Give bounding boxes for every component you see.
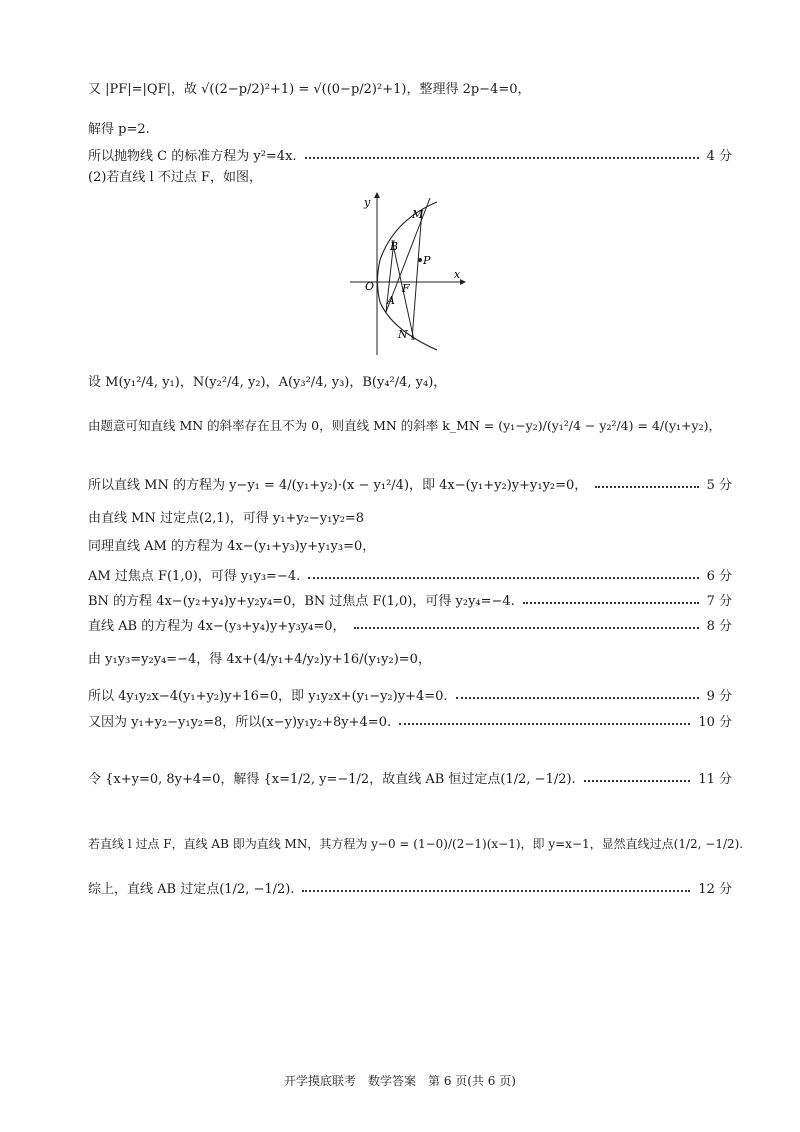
text-line-15: 又因为 y₁+y₂−y₁y₂=8，所以(x−y)y₁y₂+8y+4=0. <box>88 715 392 730</box>
scored-line-7 <box>88 474 732 493</box>
page-footer: 开学摸底联考 数学答案 第 6 页(共 6 页) <box>284 1074 516 1088</box>
text-line-14: 所以 4y₁y₂x−4(y₁+y₂)y+16=0，即 y₁y₂x+(y₁−y₂)y+4=0. <box>88 689 448 704</box>
label-F: F <box>402 282 410 295</box>
line-MN <box>412 210 422 340</box>
score-7: 7 分 <box>706 594 732 609</box>
point-P <box>418 258 422 262</box>
text-line-13: 由 y₁y₃=y₂y₄=−4，得 4x+(4/y₁+4/y₂)y+16/(y₁y₂)=0， <box>88 652 431 667</box>
text-line-11: BN 的方程 4x−(y₂+y₄)y+y₂y₄=0，BN 过焦点 F(1,0)，可得 y₂y₄=−4. <box>88 594 515 609</box>
text-line-17: 若直线 l 过点 F，直线 AB 即为直线 MN，其方程为 y−0 = (1−0)/(2−1)(x−1)，即 y=x−1，显然直线过点(1/2, −1/2). <box>88 837 744 851</box>
scored-line-3 <box>88 145 732 164</box>
scored-line-15 <box>88 711 732 730</box>
label-y: y <box>364 196 371 209</box>
dot-leader <box>456 697 699 699</box>
score-5: 5 分 <box>706 478 732 493</box>
score-11: 11 分 <box>698 772 732 787</box>
score-12: 12 分 <box>698 882 732 897</box>
text-line-3: 所以抛物线 C 的标准方程为 y²=4x. <box>88 149 297 164</box>
text-line-18: 综上，直线 AB 过定点(1/2, −1/2). <box>88 882 295 897</box>
score-6: 6 分 <box>706 569 732 584</box>
score-10: 10 分 <box>698 715 732 730</box>
score-9: 9 分 <box>706 689 732 704</box>
label-N: N <box>398 328 408 341</box>
text-line-2: 解得 p=2. <box>88 122 150 137</box>
text-line-5: 设 M(y₁²/4, y₁)，N(y₂²/4, y₂)，A(y₃²/4, y₃)，B(y₄²/4, y₄)， <box>88 375 447 390</box>
scored-line-12 <box>88 615 732 634</box>
scored-line-14 <box>88 685 732 704</box>
text-line-8: 由直线 MN 过定点(2,1)，可得 y₁+y₂−y₁y₂=8 <box>88 511 365 526</box>
text-line-9: 同理直线 AM 的方程为 4x−(y₁+y₃)y+y₁y₃=0， <box>88 539 376 554</box>
text-line-6: 由题意可知直线 MN 的斜率存在且不为 0，则直线 MN 的斜率 k_MN = (y₁−y₂)/(y₁²/4 − y₂²/4) = 4/(y₁+y₂)， <box>88 418 721 433</box>
label-x: x <box>454 268 461 281</box>
score-4: 4 分 <box>706 149 732 164</box>
dot-leader <box>354 627 699 629</box>
text-line-12: 直线 AB 的方程为 4x−(y₃+y₄)y+y₃y₄=0， <box>88 619 346 634</box>
parabola-figure <box>342 190 482 360</box>
scored-line-11 <box>88 590 732 609</box>
y-axis-arrow <box>374 192 380 198</box>
scored-line-16 <box>88 768 732 787</box>
dot-leader <box>399 723 690 725</box>
scored-line-10 <box>88 565 732 584</box>
dot-leader <box>595 486 698 488</box>
label-B: B <box>390 240 399 253</box>
label-O: O <box>365 280 375 293</box>
dot-leader <box>305 157 699 159</box>
text-line-10: AM 过焦点 F(1,0)，可得 y₁y₃=−4. <box>88 569 301 584</box>
text-line-7: 所以直线 MN 的方程为 y−y₁ = 4/(y₁+y₂)·(x − y₁²/4)，即 4x−(y₁+y₂)y+y₁y₂=0， <box>88 478 588 493</box>
dot-leader <box>308 577 698 579</box>
text-line-16: 令 {x+y=0, 8y+4=0，解得 {x=1/2, y=−1/2，故直线 AB 恒过定点(1/2, −1/2). <box>88 772 576 787</box>
score-8: 8 分 <box>706 619 732 634</box>
label-M: M <box>412 208 424 221</box>
dot-leader <box>584 780 691 782</box>
dot-leader <box>302 890 690 892</box>
x-axis-arrow <box>460 279 466 285</box>
label-A: A <box>387 294 395 307</box>
scored-line-18 <box>88 878 732 897</box>
text-line-1: 又 |PF|=|QF|，故 √((2−p/2)²+1) = √((0−p/2)²+1)，整理得 2p−4=0， <box>88 82 531 97</box>
dot-leader <box>523 602 699 604</box>
label-P: P <box>423 254 431 267</box>
text-line-4: (2)若直线 l 不过点 F，如图， <box>88 170 262 185</box>
